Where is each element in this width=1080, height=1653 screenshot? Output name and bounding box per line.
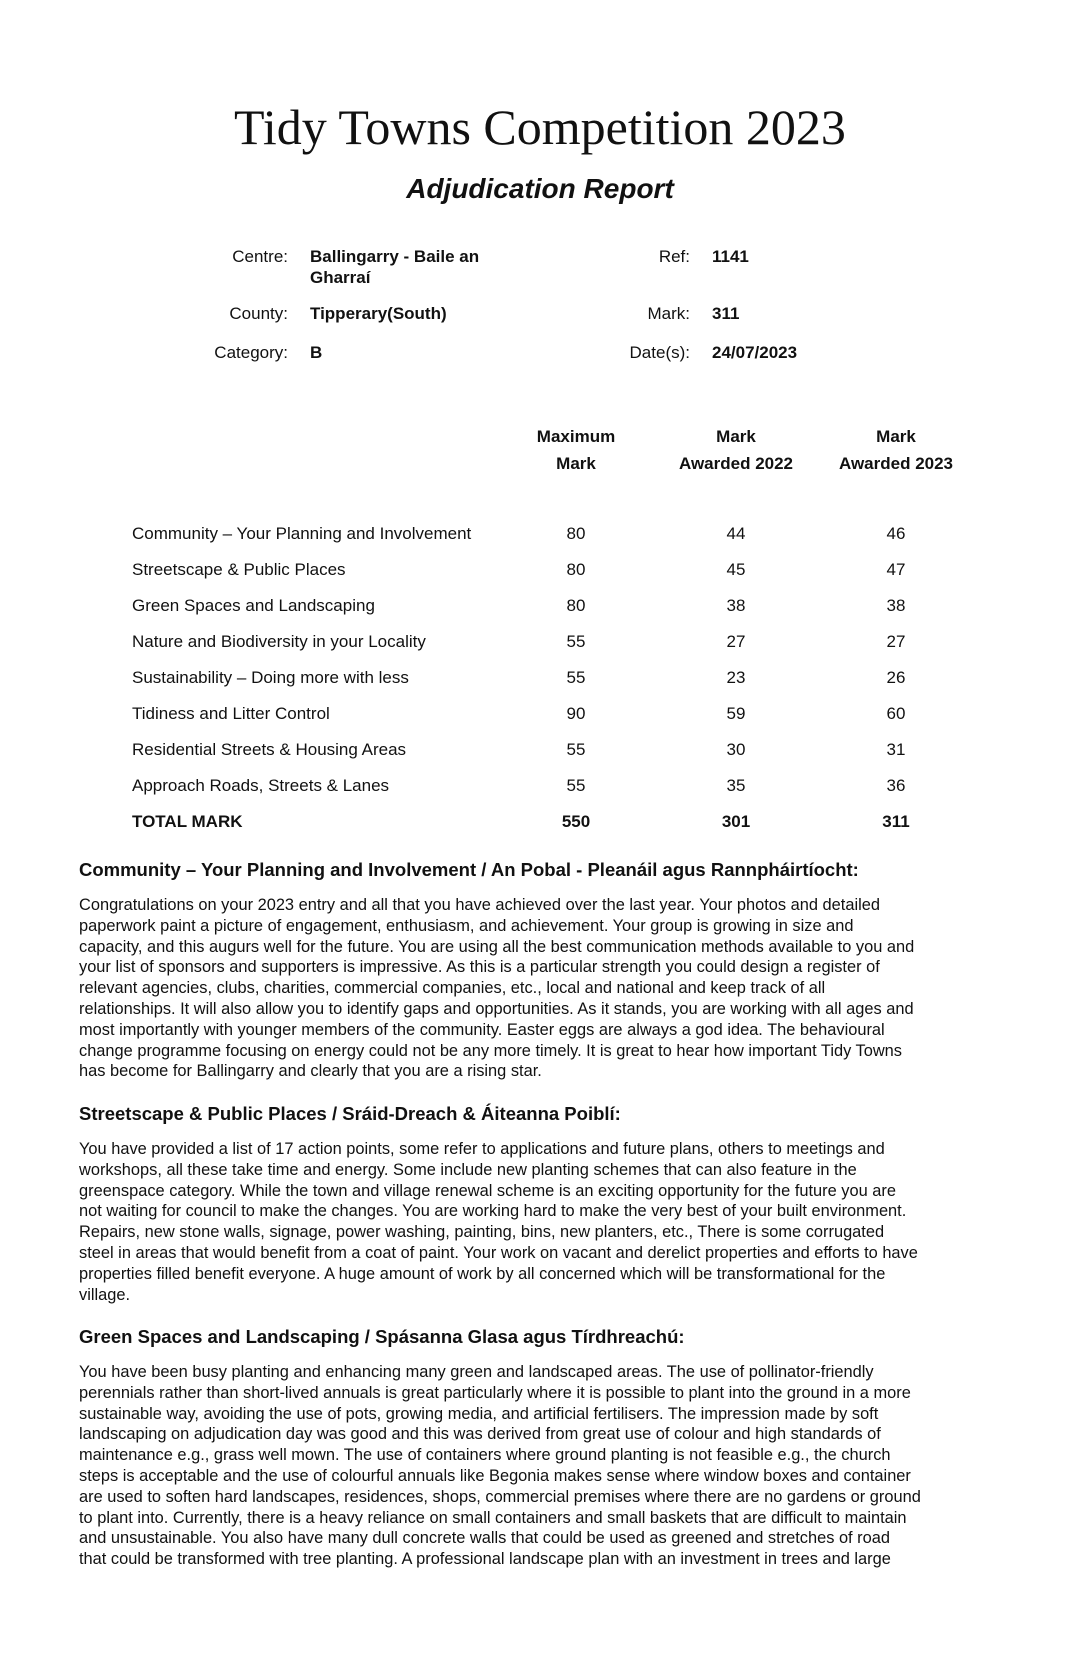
row-category-name: Tidiness and Litter Control: [132, 704, 330, 723]
table-row: [0, 776, 1080, 800]
text-line: properties filled benefit everyone. A huge amount of work by all concerned which will be transformational for the: [79, 1264, 886, 1283]
text-line: sustainable way, avoiding the use of pots, growing media, and artificial fertilisers. The impression made by soft: [79, 1404, 879, 1423]
row-mark-2023: 36: [886, 776, 906, 795]
text-line: steps is acceptable and the use of colourful annuals like Begonia makes sense where window boxes and container: [79, 1466, 911, 1485]
mark-value: 311: [712, 304, 740, 323]
text-line: steel in areas that would benefit from a coat of paint. Your work on vacant and derelict properties and efforts to have: [79, 1243, 918, 1262]
text-line: your list of sponsors and supporters is impressive. As this is a particular strength you could design a register of: [79, 958, 880, 977]
ref-label: Ref:: [658, 247, 690, 266]
row-max-mark: 90: [566, 704, 586, 723]
centre-value: Ballingarry - Baile an Gharraí: [310, 247, 480, 287]
row-mark-2022: 59: [726, 704, 746, 723]
table-row: [0, 668, 1080, 692]
text-line: capacity, and this augurs well for the future. You are using all the best communication methods available to you and: [79, 937, 915, 956]
row-max-mark: 55: [566, 776, 586, 795]
dates-value: 24/07/2023: [712, 343, 798, 362]
row-category-name: Nature and Biodiversity in your Locality: [132, 632, 426, 651]
text-line: paperwork paint a picture of engagement, enthusiasm, and achievement. Your group is growing in size and: [79, 916, 854, 935]
text-line: relevant agencies, clubs, charities, commercial companies, etc., local and national and keep track of all: [79, 979, 826, 998]
row-mark-2023: 47: [886, 560, 906, 579]
text-line: maintenance e.g., grass well mown. The use of containers where ground planting is not feasible e.g., the church: [79, 1446, 891, 1465]
report-subtitle: Adjudication Report: [406, 173, 674, 204]
category-value: B: [310, 343, 323, 362]
centre-label: Centre:: [232, 247, 288, 266]
header-max-line1: Maximum: [536, 427, 616, 446]
table-row: [0, 560, 1080, 584]
header-max-line2: Mark: [556, 454, 596, 473]
row-mark-2023: 27: [886, 632, 906, 651]
row-mark-2022: 44: [726, 524, 746, 543]
text-line: relationships. It will also allow you to identify gaps and opportunities. As it stands, you are working with all ages and: [79, 999, 914, 1018]
row-category-name: Approach Roads, Streets & Lanes: [132, 776, 390, 795]
section-heading-community: Community – Your Planning and Involvement / An Pobal - Pleanáil agus Rannpháirtíocht:: [79, 859, 859, 880]
row-mark-2022: 30: [726, 740, 746, 759]
county-label: County:: [229, 304, 288, 323]
total-mark-2022: 301: [721, 812, 751, 831]
row-max-mark: 55: [566, 740, 586, 759]
section-body-green-spaces: [79, 1362, 1009, 1570]
total-max-mark: 550: [561, 812, 591, 831]
dates-label: Date(s):: [629, 343, 690, 362]
mark-label: Mark:: [647, 304, 690, 323]
header-2023-line2: Awarded 2023: [838, 454, 954, 473]
text-line: change programme focusing on energy could not be any more timely. It is great to hear how important Tidy Towns: [79, 1041, 902, 1060]
row-category-name: Streetscape & Public Places: [132, 560, 346, 579]
row-mark-2022: 45: [726, 560, 746, 579]
text-line: You have provided a list of 17 action points, some refer to applications and future plans, others to meetings and: [79, 1140, 885, 1158]
text-line: that could be transformed with tree planting. A professional landscape plan with an investment in trees and large: [79, 1550, 891, 1569]
table-row: [0, 524, 1080, 548]
header-2022-line1: Mark: [716, 427, 756, 446]
row-mark-2023: 38: [886, 596, 906, 615]
header-2022-line2: Awarded 2022: [678, 454, 794, 473]
ref-value: 1141: [712, 247, 749, 266]
section-heading-green-spaces: Green Spaces and Landscaping / Spásanna Glasa agus Tírdhreachú:: [79, 1326, 685, 1347]
row-mark-2022: 27: [726, 632, 746, 651]
text-line: most importantly with younger members of the community. Easter eggs are always a god idea. The behavioural: [79, 1020, 885, 1039]
total-label: TOTAL MARK: [132, 812, 243, 831]
county-value: Tipperary(South): [310, 304, 447, 323]
row-mark-2023: 26: [886, 668, 906, 687]
row-category-name: Residential Streets & Housing Areas: [132, 740, 407, 759]
row-mark-2023: 31: [886, 740, 906, 759]
header-awarded-2023: [816, 423, 976, 477]
table-row: [0, 632, 1080, 656]
row-mark-2022: 35: [726, 776, 746, 795]
row-max-mark: 55: [566, 668, 586, 687]
row-category-name: Green Spaces and Landscaping: [132, 596, 375, 615]
text-line: workshops, all these take time and energy. Some include new planting schemes that can also feature in the: [79, 1160, 857, 1179]
row-mark-2022: 23: [726, 668, 746, 687]
header-max-mark: [496, 423, 656, 477]
text-line: village.: [79, 1285, 131, 1304]
row-max-mark: 80: [566, 596, 586, 615]
text-line: perennials rather than short-lived annuals is great particularly where it is possible to plant into the ground in a more: [79, 1383, 911, 1402]
text-line: not waiting for council to make the changes. You are working hard to make the very best of your built environment.: [79, 1202, 907, 1221]
row-max-mark: 55: [566, 632, 586, 651]
total-mark-2023: 311: [882, 812, 910, 831]
row-category-name: Community – Your Planning and Involvement: [132, 524, 472, 543]
row-mark-2022: 38: [726, 596, 746, 615]
row-category-name: Sustainability – Doing more with less: [132, 668, 409, 687]
row-mark-2023: 60: [886, 704, 906, 723]
text-line: are used to soften hard landscapes, residences, shops, commercial premises where there are no gardens or ground: [79, 1487, 921, 1506]
row-max-mark: 80: [566, 560, 586, 579]
text-line: landscaping on adjudication day was good and this was derived from great use of colour and high standards of: [79, 1425, 881, 1444]
text-line: You have been busy planting and enhancing many green and landscaped areas. The use of pollinator-friendly: [79, 1363, 874, 1381]
table-row: [0, 596, 1080, 620]
table-total-row: [0, 812, 1080, 836]
report-title: Tidy Towns Competition 2023: [234, 99, 846, 155]
section-body-streetscape: [79, 1139, 1009, 1305]
section-heading-streetscape: Streetscape & Public Places / Sráid-Dreach & Áiteanna Poiblí:: [79, 1103, 621, 1124]
header-2023-line1: Mark: [876, 427, 916, 446]
text-line: has become for Ballingarry and clearly that you are a rising star.: [79, 1062, 542, 1081]
row-max-mark: 80: [566, 524, 586, 543]
text-line: to plant into. Currently, there is a heavy reliance on small containers and small baskets that are difficult to maintain: [79, 1508, 907, 1527]
table-row: [0, 740, 1080, 764]
text-line: and unsustainable. You also have many dull concrete walls that could be used as greened and stretches of road: [79, 1529, 890, 1548]
text-line: Congratulations on your 2023 entry and all that you have achieved over the last year. Your photos and detailed: [79, 896, 880, 914]
section-body-community: [79, 895, 1009, 1082]
table-row: [0, 704, 1080, 728]
header-awarded-2022: [656, 423, 816, 477]
category-label: Category:: [214, 343, 288, 362]
row-mark-2023: 46: [886, 524, 906, 543]
text-line: Repairs, new stone walls, signage, power washing, painting, bins, new planters, etc., There is some corrugated: [79, 1223, 885, 1242]
text-line: greenspace category. While the town and village renewal scheme is an exciting opportunity for the future you are: [79, 1181, 896, 1200]
